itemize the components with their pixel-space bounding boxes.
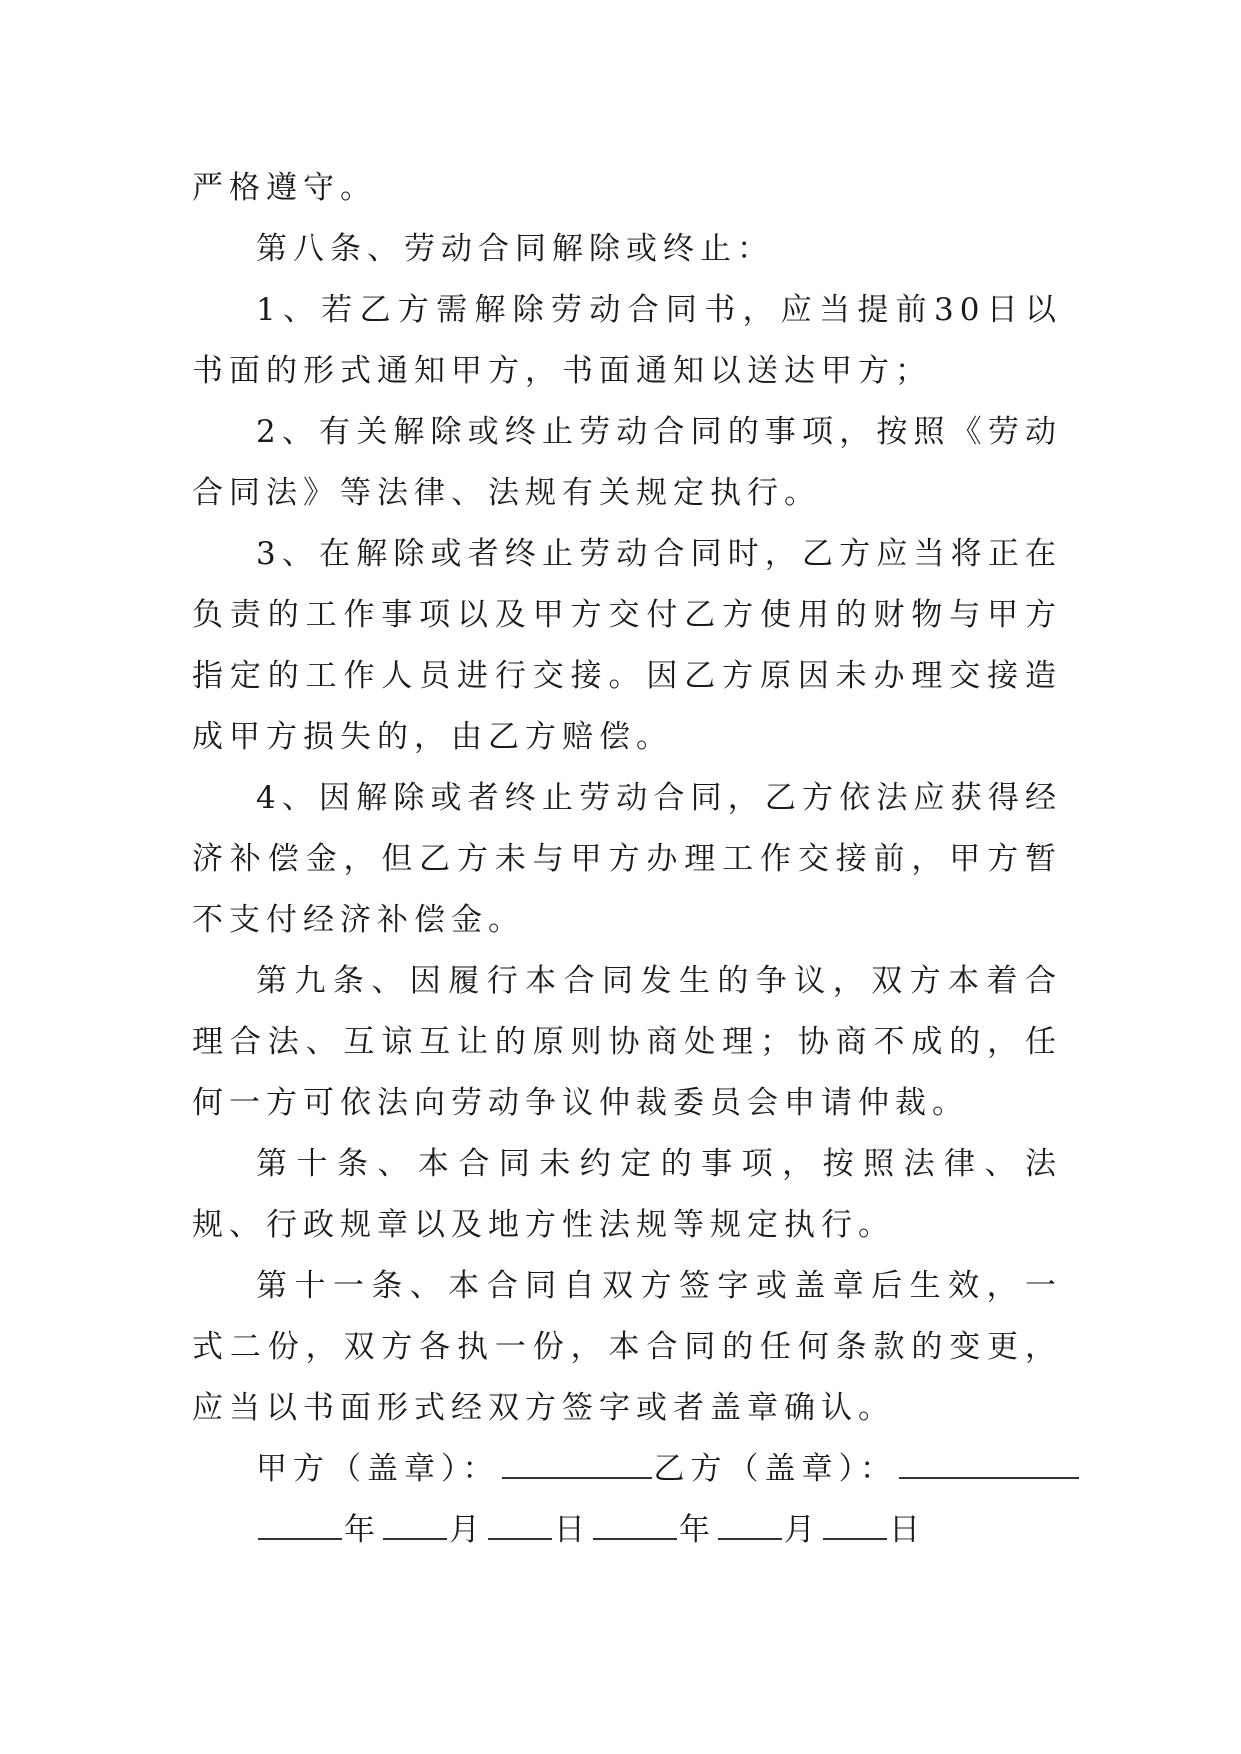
signature-row [192,1439,1062,1500]
party-a-day-blank[interactable] [488,1508,552,1540]
day-label: 日 [889,1512,926,1548]
party-b-month-blank[interactable] [718,1508,782,1540]
party-b-day-blank[interactable] [823,1508,887,1540]
day-label: 日 [554,1512,591,1548]
party-b-label: 乙方（盖章）： [653,1451,897,1487]
article-8-item-4: 4、因解除或者终止劳动合同，乙方依法应获得经济补偿金，但乙方未与甲方办理工作交接前，甲方暂不支付经济补偿金。 [192,780,1062,938]
year-label: 年 [344,1512,381,1548]
article-8-item-2: 2、有关解除或终止劳动合同的事项，按照《劳动合同法》等法律、法规有关规定执行。 [192,414,1062,511]
party-a-label: 甲方（盖章）： [256,1451,500,1487]
month-label: 月 [449,1512,486,1548]
month-label: 月 [784,1512,821,1548]
article-8-item-1: 1、若乙方需解除劳动合同书，应当提前30日以书面的形式通知甲方，书面通知以送达甲方； [192,292,1062,389]
paragraph-continuation: 严格遵守。 [192,170,377,206]
date-row [192,1500,1062,1561]
party-b-year-blank[interactable] [593,1508,677,1540]
party-a-month-blank[interactable] [383,1508,447,1540]
article-11: 第十一条、本合同自双方签字或盖章后生效，一式二份，双方各执一份，本合同的任何条款的变更，应当以书面形式经双方签字或者盖章确认。 [192,1268,1062,1426]
party-a-seal-blank[interactable] [502,1447,652,1479]
party-a-year-blank[interactable] [258,1508,342,1540]
article-10: 第十条、本合同未约定的事项，按照法律、法规、行政规章以及地方性法规等规定执行。 [192,1146,1062,1243]
contract-body [192,158,1062,1561]
article-9: 第九条、因履行本合同发生的争议，双方本着合理合法、互谅互让的原则协商处理；协商不成的，任何一方可依法向劳动争议仲裁委员会申请仲裁。 [192,963,1062,1121]
article-8-item-3: 3、在解除或者终止劳动合同时，乙方应当将正在负责的工作事项以及甲方交付乙方使用的财物与甲方指定的工作人员进行交接。因乙方原因未办理交接造成甲方损失的，由乙方赔偿。 [192,536,1062,755]
article-8-heading: 第八条、劳动合同解除或终止： [256,231,774,267]
year-label: 年 [679,1512,716,1548]
party-b-seal-blank[interactable] [899,1447,1079,1479]
